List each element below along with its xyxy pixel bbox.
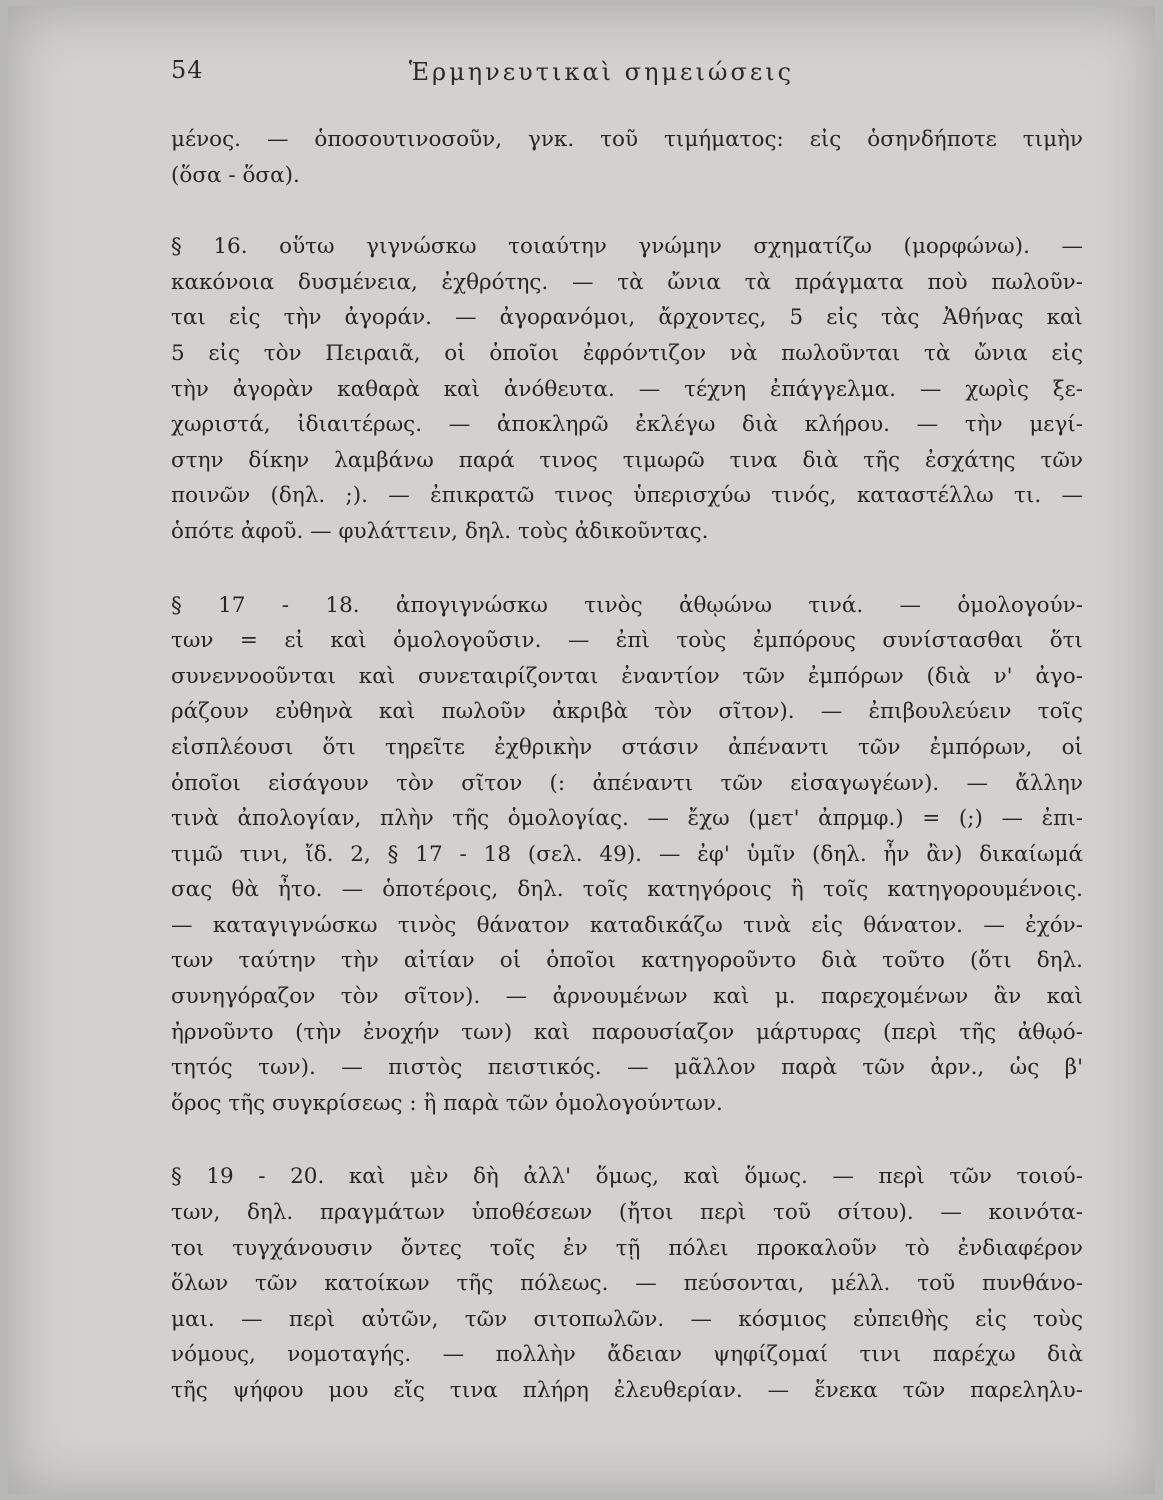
text-line: τητός των). — πιστὸς πειστικός. — μᾶλλον παρὰ τῶν ἀρν., ὡς β': [171, 1055, 1083, 1081]
text-line: τιμῶ τινι, ἴδ. 2, § 17 - 18 (σελ. 49). — ἐφ' ὑμῖν (δηλ. ἦν ἂν) δικαίωμά: [171, 841, 1083, 867]
text-line: ἠρνοῦντο (τὴν ἐνοχήν των) καὶ παρουσίαζον μάρτυρας (περὶ τῆς ἀθῳό-: [171, 1019, 1083, 1045]
text-line: εἰσπλέουσι ὅτι τηρεῖτε ἐχθρικὴν στάσιν ἀπέναντι τῶν ἐμπόρων, οἱ: [171, 734, 1083, 760]
page-header: [8, 56, 1155, 96]
text-line: κακόνοια δυσμένεια, ἐχθρότης. — τὰ ὤνια τὰ πράγματα ποὺ πωλοῦν-: [171, 269, 1083, 295]
text-line: ὅρος τῆς συγκρίσεως : ἢ παρὰ τῶν ὁμολογούντων.: [171, 1090, 723, 1116]
text-line: τῆς ψήφου μου εἴς τινα πλήρη ἐλευθερίαν. — ἕνεκα τῶν παρεληλυ-: [171, 1378, 1083, 1403]
text-line: συνηγόραζον τὸν σῖτον). — ἀρνουμένων καὶ μ. παρεχομένων ἂν καὶ: [171, 984, 1083, 1010]
page-body: [171, 122, 1083, 1409]
text-line: στην δίκην λαμβάνω παρά τινος τιμωρῶ τινα διὰ τῆς ἐσχάτης τῶν: [171, 447, 1083, 473]
text-line: ὁπότε ἀφοῦ. — φυλάττειν, δηλ. τοὺς ἀδικοῦντας.: [171, 518, 709, 544]
text-line: ὁποῖοι εἰσάγουν τὸν σῖτον (: ἀπέναντι τῶν εἰσαγωγέων). — ἄλλην: [171, 770, 1083, 796]
text-line: ράζουν εὐθηνὰ καὶ πωλοῦν ἀκριβὰ τὸν σῖτον). — ἐπιβουλεύειν τοῖς: [171, 699, 1083, 725]
text-line: ὅλων τῶν κατοίκων τῆς πόλεως. — πεύσονται, μέλλ. τοῦ πυνθάνο-: [171, 1271, 1083, 1297]
text-line: τὴν ἀγορὰν καθαρὰ καὶ ἀνόθευτα. — τέχνη ἐπάγγελμα. — χωρὶς ξε-: [171, 376, 1083, 402]
text-line: των ταύτην τὴν αἰτίαν οἱ ὁποῖοι κατηγοροῦντο διὰ τοῦτο (ὅτι δηλ.: [171, 948, 1083, 974]
text-line: των, δηλ. πραγμάτων ὑποθέσεων (ἤτοι περὶ τοῦ σίτου). — κοινότα-: [171, 1200, 1083, 1226]
text-line: σας θὰ ἦτο. — ὁποτέροις, δηλ. τοῖς κατηγόροις ἢ τοῖς κατηγορουμένοις.: [171, 877, 1083, 903]
paragraph-section-19-20: [171, 1159, 1083, 1408]
text-line: ποινῶν (δηλ. ;). — ἐπικρατῶ τινος ὑπερισχύω τινός, καταστέλλω τι. —: [171, 483, 1083, 509]
text-line: συνεννοοῦνται καὶ συνεταιρίζονται ἐναντίον τῶν ἐμπόρων (διὰ ν' ἀγο-: [171, 663, 1083, 689]
text-line: τινὰ ἀπολογίαν, πλὴν τῆς ὁμολογίας. — ἔχω (μετ' ἀπρμφ.) = (;) — ἐπι-: [171, 806, 1083, 832]
text-line: μένος. — ὁποσουτινοσοῦν, γνκ. τοῦ τιμήματος: εἰς ὁσηνδήποτε τιμὴν: [171, 127, 1083, 152]
text-line: § 17 - 18. ἀπογιγνώσκω τινὸς ἀθῳώνω τινά. — ὁμολογούν-: [171, 592, 1083, 618]
paragraph-section-16: [171, 229, 1083, 549]
text-line: § 16. οὕτω γιγνώσκω τοιαύτην γνώμην σχηματίζω (μορφώνω). —: [171, 234, 1083, 260]
text-line: § 19 - 20. καὶ μὲν δὴ ἀλλ' ὅμως, καὶ ὅμως. — περὶ τῶν τοιού-: [171, 1164, 1083, 1190]
text-line: ται εἰς τὴν ἀγοράν. — ἀγορανόμοι, ἄρχοντες, 5 εἰς τὰς Ἀθήνας καὶ: [171, 305, 1083, 331]
book-page: [8, 6, 1155, 1494]
text-line: των = εἰ καὶ ὁμολογοῦσιν. — ἐπὶ τοὺς ἐμπόρους συνίστασθαι ὅτι: [171, 628, 1083, 654]
running-title: Ἑρμηνευτικαὶ σημειώσεις: [408, 58, 795, 86]
text-line: χωριστά, ἰδιαιτέρως. — ἀποκληρῶ ἐκλέγω διὰ κλήρου. — τὴν μεγί-: [171, 412, 1083, 438]
text-line: τοι τυγχάνουσιν ὄντες τοῖς ἐν τῇ πόλει προκαλοῦν τὸ ἐνδιαφέρον: [171, 1235, 1083, 1261]
text-line: (ὅσα - ὅσα).: [171, 162, 300, 188]
text-line: — καταγιγνώσκω τινὸς θάνατον καταδικάζω τινὰ εἰς θάνατον. — ἐχόν-: [171, 912, 1083, 938]
text-line: νόμους, νομοταγής. — πολλὴν ἄδειαν ψηφίζομαί τινι παρέχω διὰ: [171, 1342, 1083, 1368]
page-number: 54: [171, 56, 204, 84]
paragraph-section-17-18: [171, 588, 1083, 1122]
text-line: μαι. — περὶ αὐτῶν, τῶν σιτοπωλῶν. — κόσμιος εὐπειθὴς εἰς τοὺς: [171, 1306, 1083, 1332]
text-line: 5 εἰς τὸν Πειραιᾶ, οἱ ὁποῖοι ἐφρόντιζον νὰ πωλοῦνται τὰ ὤνια εἰς: [171, 340, 1083, 366]
paragraph-continuation: [171, 122, 1083, 193]
